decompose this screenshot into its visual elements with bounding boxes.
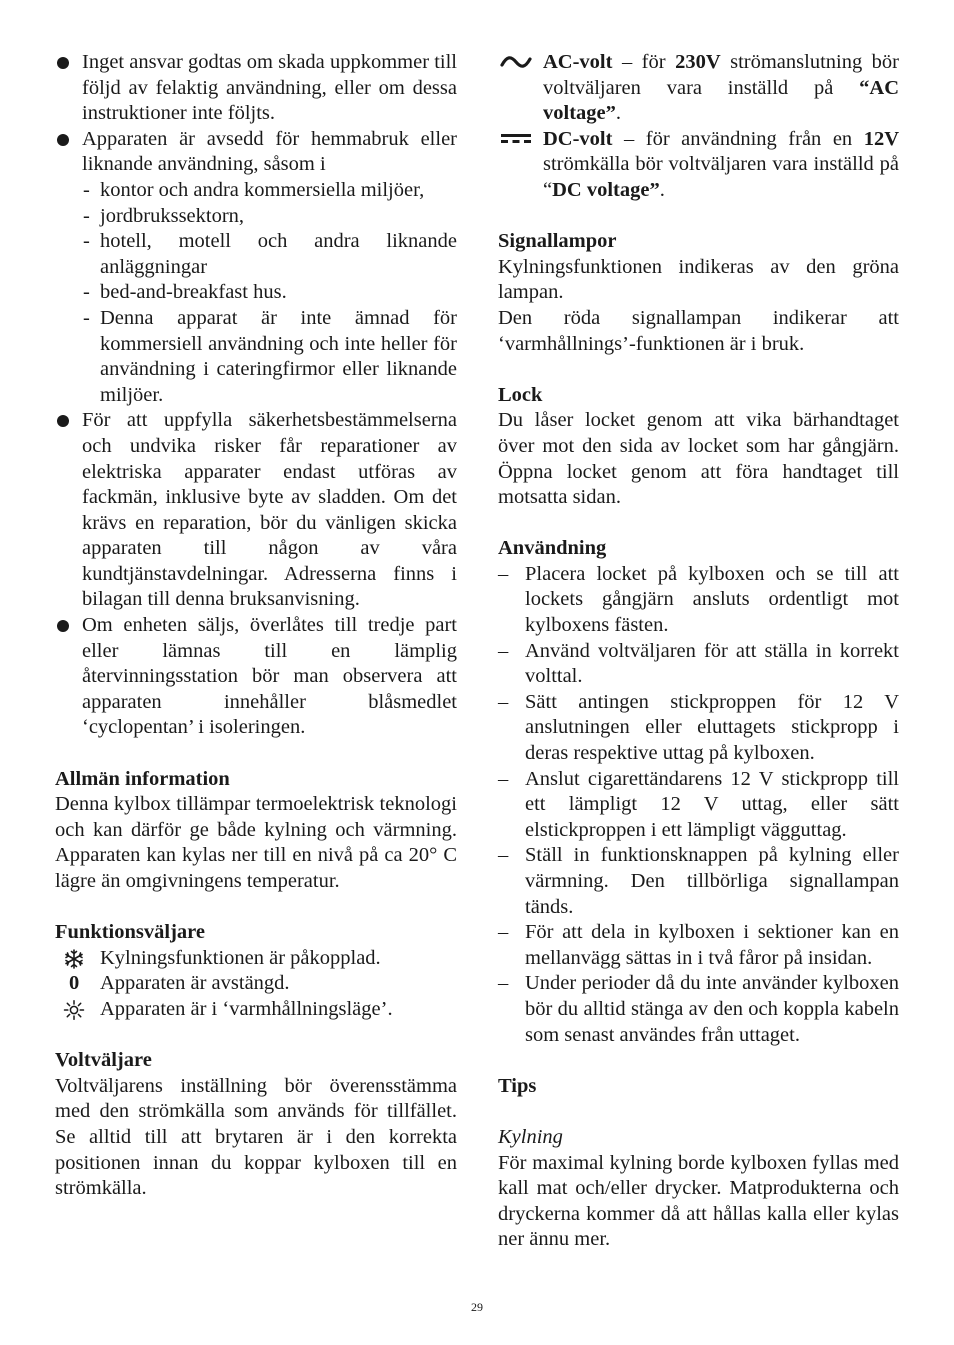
sub-list-item: - bed-and-breakfast hus. [83,281,287,304]
general-text: Denna kylbox tillämpar termoelektrisk teknologi och kan därför ge både kylning och värmning. Apparaten kan kylas ner till en nivå på ca 20° C lägre än omgivningens temperatur. [55,793,457,892]
usage-item: – Anslut cigarettändarens 12 V stickpropp till ett lämpligt 12 V uttag, eller sätt elstickproppen i ett lämpligt vägguttag. [498,767,899,841]
tips-text: För maximal kylning borde kylboxen fyllas med kall mat och/eller drycker. Matprodukterna och dryckerna kommer då att hållas kalla eller kylas ner ännu mer. [498,1151,899,1251]
ac-wave-icon [500,54,532,70]
lock-text: Du låser locket genom att vika bärhandtaget över mot den sida av locket som har gångjärn. Öppna locket genom att föra handtaget till motsatta sidan. [498,409,899,509]
signal-heading: Signallampor [498,230,617,253]
bullet-item: Apparaten är avsedd för hemmabruk eller liknande användning, såsom i [55,127,457,178]
bullet-dot-icon [57,134,69,146]
general-heading: Allmän information [55,767,230,790]
usage-item: – Under perioder då du inte använder kylboxen bör du alltid stänga av den och koppla kabeln som senast användes från uttaget. [498,972,899,1046]
bullet-item: Om enheten säljs, överlåtes till tredje part eller lämnas till en lämplig återvinningsstation bör man observera att apparaten innehåller blåsmedlet ‘cyclopentan’ i isoleringen. [55,613,457,741]
usage-item: – Sätt antingen stickproppen för 12 V anslutningen eller eluttagets stickpropp i deras respektive uttag på kylboxen. [498,690,899,765]
lock-heading: Lock [498,383,543,406]
off-symbol: 0 [69,972,80,995]
sub-list-item: - Denna apparat är inte ämnad för kommersiell användning och inte heller för användning i cateringfirmor eller liknande miljöer. [83,306,457,406]
bullet-item: För att uppfylla säkerhetsbestämmelserna och undvika risker får reparationer av elektriska apparater endast utföras av fackmän, inklusive byte av sladden. Om det krävs en reparation, bör du vänligen skicka apparaten till någon av våra kundtjänstavdelningar. Adresserna finns i bilagan till denna bruksanvisning. [55,408,457,613]
page-number: 29 [471,1300,483,1314]
usage-item: – Använd voltväljaren för att ställa in korrekt volttal. [498,639,899,688]
left-column [55,50,457,1202]
signal-text-red: Den röda signallampan indikerar att ‘varmhållnings’-funktionen är i bruk. [498,306,899,355]
dc-lines-icon [500,131,532,147]
function-row-warming: Apparaten är i ‘varmhållningsläge’. [55,997,457,1023]
tips-subheading: Kylning [498,1125,563,1148]
sub-list-item: - jordbrukssektorn, [83,204,245,227]
usage-item: – Ställ in funktionsknappen på kylning eller värmning. Den tillbörliga signallampan tänds. [498,844,899,918]
usage-item: – Placera locket på kylboxen och se till att lockets gångjärn ansluts ordentligt mot kylboxens fästen. [498,562,899,637]
snowflake-icon [63,949,85,969]
sun-icon [63,1000,85,1020]
sub-list-item: - kontor och andra kommersiella miljöer, [83,178,425,201]
function-row-cooling: Kylningsfunktionen är påkopplad. [55,946,457,972]
voltage-heading: Voltväljare [55,1049,152,1072]
bullet-dot-icon [57,415,69,427]
usage-heading: Användning [498,537,607,560]
right-column [498,50,899,1253]
sub-list-item: - hotell, motell och andra liknande anläggningar [83,230,457,278]
dc-volt-paragraph: DC-volt – för användning från en 12V strömkälla bör voltväljaren vara inställd på “DC voltage”. [498,127,899,204]
usage-item: – För att dela in kylboxen i sektioner kan en mellanvägg sättas in i två fåror på insidan. [498,921,899,969]
voltage-text: Voltväljarens inställning bör överensstämma med den strömkälla som används för tillfället. Se alltid till att brytaren är i den korrekta positionen innan du koppar kylboxen till en strömkälla. [55,1074,457,1200]
function-row-off: 0 Apparaten är avstängd. [55,971,457,997]
function-heading: Funktionsväljare [55,921,205,944]
bullet-dot-icon [57,620,69,632]
bullet-item: Inget ansvar godtas om skada uppkommer till följd av felaktig användning, eller om dessa instruktioner inte följts. [55,50,457,127]
ac-volt-paragraph: AC-volt – för 230V strömanslutning bör voltväljaren vara inställd på “AC voltage”. [498,50,899,127]
tips-heading: Tips [498,1074,537,1097]
bullet-dot-icon [57,57,69,69]
signal-text-green: Kylningsfunktionen indikeras av den gröna lampan. [498,255,899,304]
